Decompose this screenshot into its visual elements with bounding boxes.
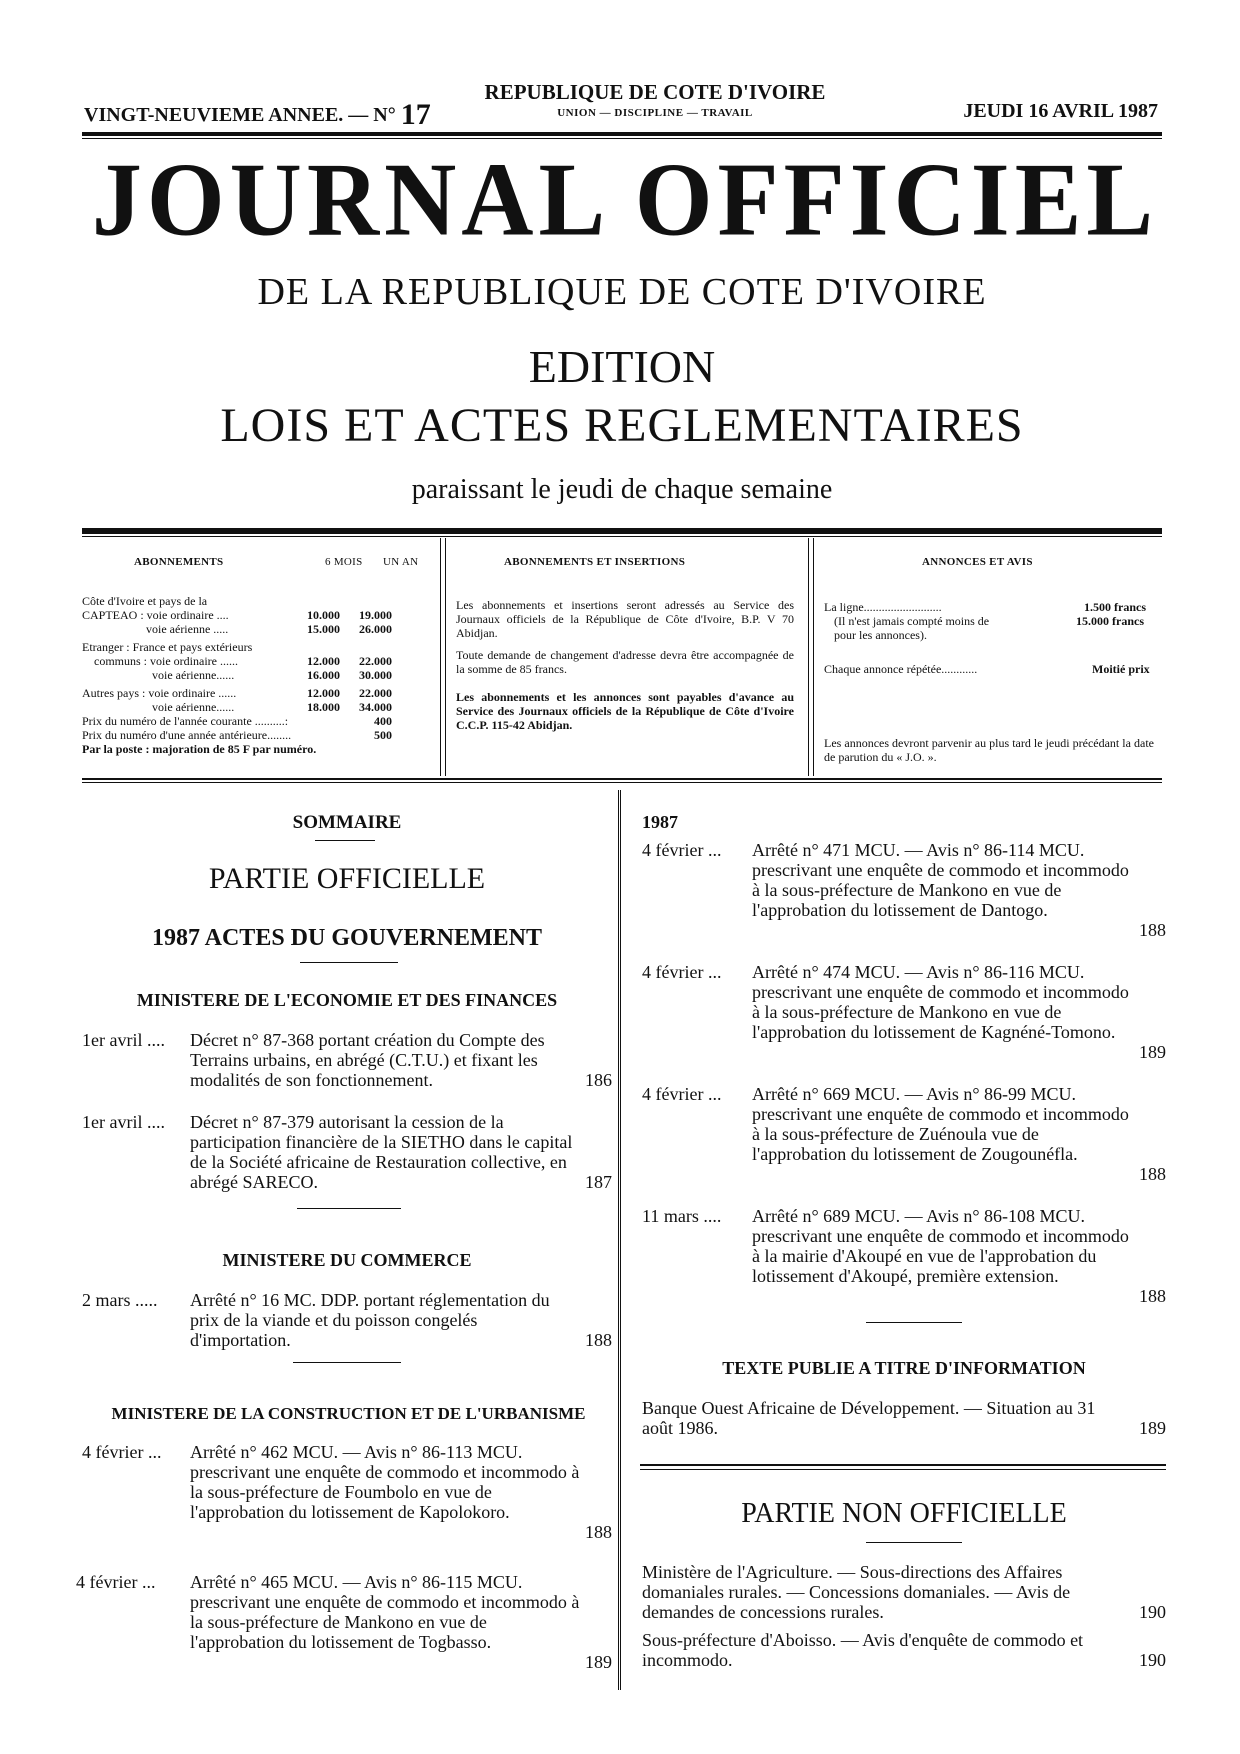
rate-label: Par la poste : majoration de 85 F par numéro. — [82, 742, 317, 756]
announcements-heading: ANNONCES ET AVIS — [922, 556, 1033, 568]
one-year-price: 30.000 — [359, 668, 392, 682]
list-item — [642, 1084, 1166, 1184]
journal-subtitle: DE LA REPUBLIQUE DE COTE D'IVOIRE — [257, 271, 987, 313]
six-month-price: 16.000 — [307, 668, 340, 682]
entry-date: 4 février ... — [642, 962, 722, 982]
entry-date: 4 février ... — [76, 1572, 156, 1592]
one-year-heading: UN AN — [383, 556, 419, 568]
list-item — [642, 1398, 1166, 1438]
ministry-commerce-heading: MINISTERE DU COMMERCE — [222, 1250, 472, 1270]
entry-page: 190 — [1139, 1650, 1166, 1670]
rate-row — [146, 622, 228, 636]
entry-date: 11 mars .... — [642, 1206, 722, 1226]
entry-text: Décret n° 87-368 portant création du Compte des Terrains urbains, en abrégé (C.T.U.) et fixant les modalités de son fonctionnement. — [190, 1030, 545, 1090]
rate-label: communs : voie ordinaire ...... — [94, 654, 238, 668]
list-item — [642, 840, 1166, 940]
entry-date: 4 février ... — [642, 840, 722, 860]
rate-label: Prix du numéro d'une année antérieure........ — [82, 728, 292, 742]
subscriptions-heading: ABONNEMENTS — [134, 556, 224, 568]
entry-text: Banque Ouest Africaine de Développement. — Situation au 31 août 1986. — [642, 1398, 1096, 1438]
insertions-address: Les abonnements et insertions seront adressés au Service des Journaux officiels de la République de Côte d'Ivoire, B.P. V 70 Abidjan. — [456, 598, 794, 640]
payment-note: Les abonnements et les annonces sont payables d'avance au Service des Journaux officiels de la République de Côte d'Ivoire C.C.P. 115-42 Abidjan. — [456, 690, 794, 732]
republic-name: REPUBLIQUE DE COTE D'IVOIRE — [484, 80, 826, 104]
entry-text: Arrêté n° 689 MCU. — Avis n° 86-108 MCU. prescrivant une enquête de commodo et incommodo à la mairie d'Akoupé en vue de l'approbation du lotissement d'Akoupé, première extension. — [752, 1206, 1129, 1286]
issue-info — [84, 98, 431, 132]
list-item — [642, 1206, 1166, 1306]
six-month-price: 15.000 — [307, 622, 340, 636]
header-rule — [82, 132, 1162, 136]
rate-label: Etranger : France et pays extérieurs — [82, 640, 253, 654]
entry-date: 4 février ... — [82, 1442, 162, 1462]
repeat-value: Moitié prix — [1092, 662, 1150, 676]
rate-row — [82, 728, 291, 742]
partie-officielle-heading: PARTIE OFFICIELLE — [208, 862, 486, 895]
box-divider — [808, 538, 814, 776]
edition-name: LOIS ET ACTES REGLEMENTAIRES — [220, 399, 1024, 452]
one-year-price: 400 — [374, 714, 392, 728]
separator — [297, 1208, 401, 1209]
list-item — [76, 1572, 612, 1672]
entry-page: 186 — [585, 1070, 612, 1090]
entry-page: 190 — [1139, 1602, 1166, 1622]
box-divider — [440, 538, 446, 776]
six-month-price: 12.000 — [307, 686, 340, 700]
rate-label: voie aérienne...... — [152, 700, 235, 714]
sommaire-heading: SOMMAIRE — [292, 812, 402, 833]
rate-label: CAPTEAO : voie ordinaire .... — [82, 608, 229, 622]
separator — [640, 1464, 1166, 1466]
entry-date: 1er avril .... — [82, 1030, 165, 1050]
entry-date: 1er avril .... — [82, 1112, 165, 1132]
entry-date: 4 février ... — [642, 1084, 722, 1104]
entry-page: 188 — [585, 1330, 612, 1350]
one-year-price: 22.000 — [359, 686, 392, 700]
entry-text: Sous-préfecture d'Aboisso. — Avis d'enquête de commodo et incommodo. — [642, 1630, 1084, 1670]
entry-text: Arrêté n° 669 MCU. — Avis n° 86-99 MCU. prescrivant une enquête de commodo et incommodo à la sous-préfecture de Zuénoula vue de l'approbation du lotissement de Zougounéfla. — [752, 1084, 1129, 1164]
rate-row — [82, 608, 229, 622]
list-item — [642, 962, 1166, 1062]
entry-page: 189 — [1139, 1042, 1166, 1062]
six-month-price: 18.000 — [307, 700, 340, 714]
rate-label: Autres pays : voie ordinaire ...... — [82, 686, 237, 700]
journal-title: JOURNAL OFFICIEL — [91, 141, 1159, 258]
masthead-rule-thin — [82, 536, 1162, 537]
entry-page: 189 — [585, 1652, 612, 1672]
masthead-rule — [82, 528, 1162, 534]
rate-label: voie aérienne ..... — [146, 622, 229, 636]
rate-label: voie aérienne...... — [152, 668, 235, 682]
separator — [866, 1542, 962, 1543]
insertions-heading: ABONNEMENTS ET INSERTIONS — [504, 556, 686, 568]
separator — [866, 1322, 962, 1323]
entry-text: Arrêté n° 16 MC. DDP. portant réglementation du prix de la viande et du poisson congelés d'importation. — [190, 1290, 550, 1350]
rate-row — [82, 686, 236, 700]
rate-row — [82, 742, 316, 756]
edition-label: EDITION — [528, 341, 716, 392]
rate-row — [82, 714, 288, 728]
entry-text: Arrêté n° 474 MCU. — Avis n° 86-116 MCU. prescrivant une enquête de commodo et incommodo à la sous-préfecture de Mankono en vue de l'approbation du lotissement de Kagnéné-Tomono. — [752, 962, 1129, 1042]
one-year-price: 500 — [374, 728, 392, 742]
rate-row — [82, 640, 252, 654]
issue-number: 17 — [400, 98, 431, 131]
minimum-note: pour les annonces). — [834, 628, 927, 642]
entry-page: 189 — [1139, 1418, 1166, 1438]
separator — [300, 962, 398, 963]
entry-text: Décret n° 87-379 autorisant la cession de la participation financière de la SIETHO dans le capital de la Société africaine de Restauration collective, en abrégé SARECO. — [190, 1112, 573, 1192]
list-item — [82, 1442, 612, 1542]
ministry-economy-heading: MINISTERE DE L'ECONOMIE ET DES FINANCES — [136, 990, 558, 1010]
partie-non-officielle-heading: PARTIE NON OFFICIELLE — [741, 1498, 1067, 1529]
minimum-value: 15.000 francs — [1076, 614, 1144, 628]
entry-date: 2 mars ..... — [82, 1290, 158, 1310]
one-year-price: 22.000 — [359, 654, 392, 668]
separator — [640, 1469, 1166, 1470]
rate-row — [152, 668, 234, 682]
entry-page: 188 — [1139, 1164, 1166, 1184]
entry-text: Arrêté n° 462 MCU. — Avis n° 86-113 MCU. prescrivant une enquête de commodo et incommodo à la sous-préfecture de Foumbolo en vue de l'approbation du lotissement de Kapolokoro. — [190, 1442, 580, 1522]
list-item — [82, 1112, 612, 1192]
rate-label: Prix du numéro de l'année courante ..........: — [82, 714, 289, 728]
six-month-price: 12.000 — [307, 654, 340, 668]
header-rule-thin — [82, 138, 1162, 139]
list-item — [82, 1030, 612, 1090]
actes-heading: 1987 ACTES DU GOUVERNEMENT — [151, 925, 543, 951]
year-label: 1987 — [642, 812, 678, 832]
subscription-box — [82, 538, 1162, 776]
national-motto: UNION — DISCIPLINE — TRAVAIL — [557, 107, 753, 119]
separator — [293, 1362, 401, 1363]
line-rate-value: 1.500 francs — [1084, 600, 1146, 614]
minimum-label: (Il n'est jamais compté moins de — [834, 614, 990, 628]
one-year-price: 34.000 — [359, 700, 392, 714]
six-month-price: 10.000 — [307, 608, 340, 622]
address-change-note: Toute demande de changement d'adresse devra être accompagnée de la somme de 85 francs. — [456, 648, 794, 676]
entry-text: Arrêté n° 465 MCU. — Avis n° 86-115 MCU. prescrivant une enquête de commodo et incommodo à la sous-préfecture de Mankono en vue de l'approbation du lotissement de Togbasso. — [190, 1572, 580, 1652]
entry-page: 187 — [585, 1172, 612, 1192]
entry-page: 188 — [585, 1522, 612, 1542]
six-months-heading: 6 MOIS — [325, 556, 363, 568]
entry-text: Arrêté n° 471 MCU. — Avis n° 86-114 MCU. prescrivant une enquête de commodo et incommodo à la sous-préfecture de Mankono en vue de l'approbation du lotissement de Dantogo. — [752, 840, 1129, 920]
rate-row — [82, 594, 207, 608]
box-bottom-rule — [82, 778, 1162, 780]
one-year-price: 19.000 — [359, 608, 392, 622]
rate-label: Côte d'Ivoire et pays de la — [82, 594, 208, 608]
rate-row — [152, 700, 234, 714]
list-item — [642, 1630, 1166, 1670]
separator — [315, 840, 375, 841]
box-bottom-rule-thin — [82, 782, 1162, 783]
entry-page: 188 — [1139, 920, 1166, 940]
entry-page: 188 — [1139, 1286, 1166, 1306]
publication-frequency: paraissant le jeudi de chaque semaine — [411, 474, 833, 505]
entry-text: Ministère de l'Agriculture. — Sous-directions des Affaires domaniales rurales. — Concessions domaniales. — Avis de demandes de concessions rurales. — [642, 1562, 1071, 1622]
deadline-note: Les annonces devront parvenir au plus tard le jeudi précédant la date de parution du « J.O. ». — [824, 736, 1154, 764]
list-item — [642, 1562, 1166, 1622]
rate-row — [94, 654, 238, 668]
column-divider — [618, 790, 621, 1690]
ministry-construction-heading: MINISTERE DE LA CONSTRUCTION ET DE L'URBANISME — [111, 1404, 586, 1423]
one-year-price: 26.000 — [359, 622, 392, 636]
list-item — [82, 1290, 612, 1350]
issue-date: JEUDI 16 AVRIL 1987 — [963, 100, 1158, 122]
line-rate-label: La ligne.......................... — [824, 600, 942, 614]
issue-label: VINGT-NEUVIEME ANNEE. — N° — [84, 104, 396, 126]
repeat-label: Chaque annonce répétée............ — [824, 662, 978, 676]
information-heading: TEXTE PUBLIE A TITRE D'INFORMATION — [722, 1358, 1086, 1378]
republic-header — [440, 80, 870, 119]
